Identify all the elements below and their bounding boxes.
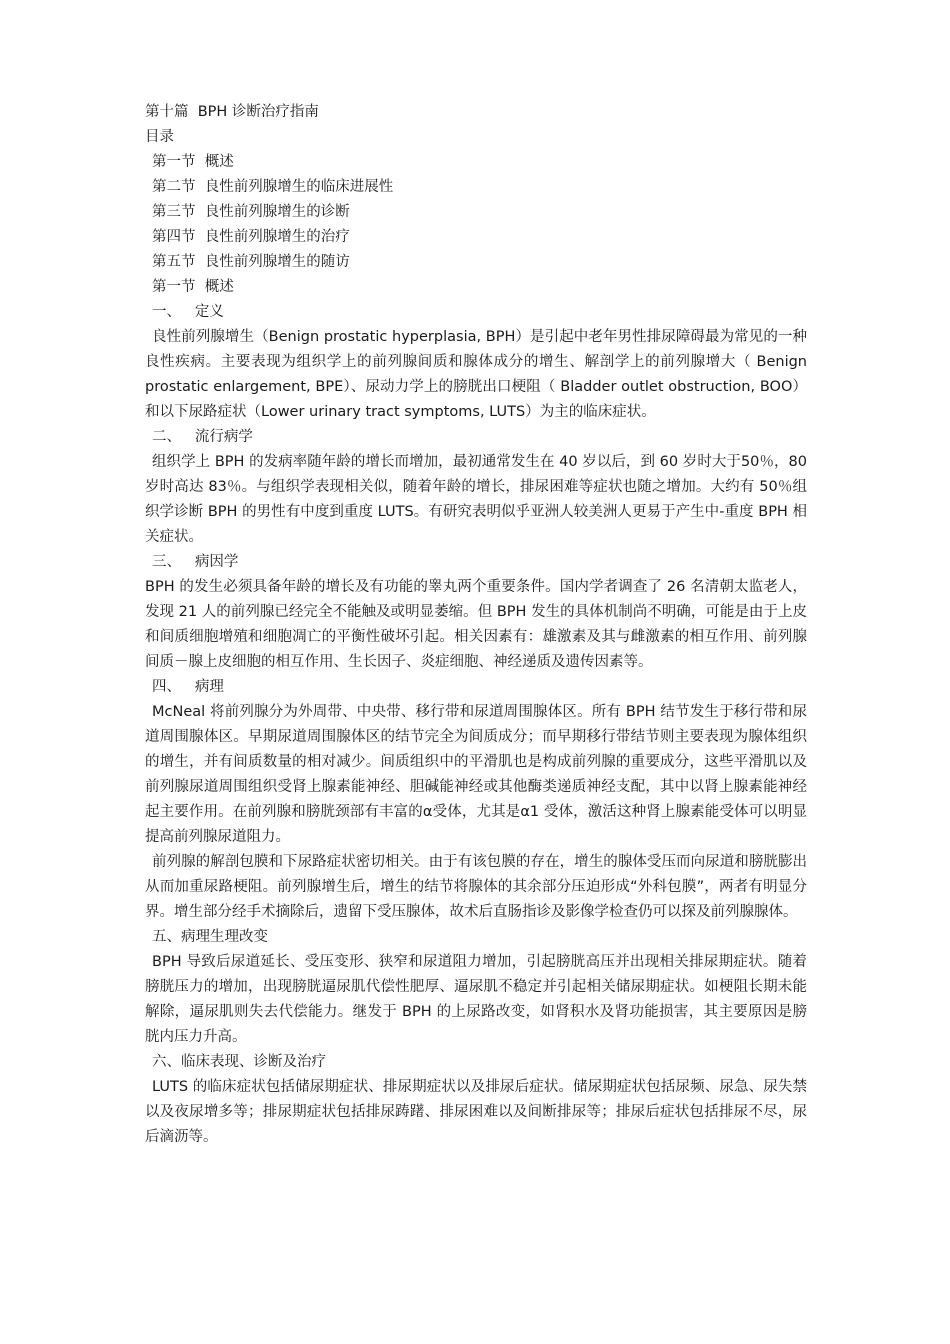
heading-epidemiology: 二、 流行病学 bbox=[152, 429, 253, 445]
document-title: 第十篇 BPH 诊断治疗指南 bbox=[145, 104, 319, 120]
heading-pathology: 四、 病理 bbox=[152, 679, 224, 695]
toc-item: 第四节 良性前列腺增生的治疗 bbox=[152, 229, 350, 245]
paragraph-pathology-2: 前列腺的解剖包膜和下尿路症状密切相关。由于有该包膜的存在，增生的腺体受压而向尿道和膀胱膨出从而加重尿路梗阻。前列腺增生后，增生的结节将腺体的其余部分压迫形成“外科包膜”，两者有明显分界。增生部分经手术摘除后，遗留下受压腺体，故术后直肠指诊及影像学检查仍可以探及前列腺腺体。 bbox=[145, 854, 807, 920]
section-title: 第一节 概述 bbox=[152, 279, 234, 295]
heading-clinical: 六、临床表现、诊断及治疗 bbox=[152, 1054, 326, 1070]
paragraph-pathology-1: McNeal 将前列腺分为外周带、中央带、移行带和尿道周围腺体区。所有 BPH 结节发生于移行带和尿道周围腺体区。早期尿道周围腺体区的结节完全为间质成分；而早期移行带结节则主要表现为腺体组织的增生，并有间质数量的相对减少。间质组织中的平滑肌也是构成前列腺的重要成分，这些平滑肌以及前列腺尿道周围组织受肾上腺素能神经、胆碱能神经或其他酶类递质神经支配，其中以肾上腺素能神经起主要作用。在前列腺和膀胱颈部有丰富的α受体，尤其是α1 受体，激活这种肾上腺素能受体可以明显提高前列腺尿道阻力。 bbox=[145, 704, 807, 845]
heading-pathophysiology: 五、病理生理改变 bbox=[152, 929, 268, 945]
heading-definition: 一、 定义 bbox=[152, 304, 224, 320]
toc-item: 第三节 良性前列腺增生的诊断 bbox=[152, 204, 350, 220]
heading-etiology: 三、 病因学 bbox=[152, 554, 239, 570]
document-page bbox=[145, 100, 807, 1150]
toc-item: 第二节 良性前列腺增生的临床进展性 bbox=[152, 179, 394, 195]
paragraph-epidemiology: 组织学上 BPH 的发病率随年龄的增长而增加，最初通常发生在 40 岁以后，到 60 岁时大于50％，80 岁时高达 83％。与组织学表现相关似，随着年龄的增长，排尿困难等症状也随之增加。大约有 50％组织学诊断 BPH 的男性有中度到重度 LUTS。有研究表明似乎亚洲人较美洲人更易于产生中-重度 BPH 相关症状。 bbox=[145, 454, 807, 545]
toc-item: 第一节 概述 bbox=[152, 154, 234, 170]
toc-item: 第五节 良性前列腺增生的随访 bbox=[152, 254, 350, 270]
toc-label: 目录 bbox=[145, 129, 174, 145]
paragraph-etiology: BPH 的发生必须具备年龄的增长及有功能的睾丸两个重要条件。国内学者调查了 26 名清朝太监老人，发现 21 人的前列腺已经完全不能触及或明显萎缩。但 BPH 发生的具体机制尚不明确，可能是由于上皮和间质细胞增殖和细胞凋亡的平衡性破坏引起。相关因素有：雄激素及其与雌激素的相互作用、前列腺间质－腺上皮细胞的相互作用、生长因子、炎症细胞、神经递质及遗传因素等。 bbox=[145, 579, 807, 670]
paragraph-pathophysiology: BPH 导致后尿道延长、受压变形、狭窄和尿道阻力增加，引起膀胱高压并出现相关排尿期症状。随着膀胱压力的增加，出现膀胱逼尿肌代偿性肥厚、逼尿肌不稳定并引起相关储尿期症状。如梗阻长期未能解除，逼尿肌则失去代偿能力。继发于 BPH 的上尿路改变，如肾积水及肾功能损害，其主要原因是膀胱内压力升高。 bbox=[145, 954, 807, 1045]
paragraph-definition: 良性前列腺增生（Benign prostatic hyperplasia, BPH）是引起中老年男性排尿障碍最为常见的一种良性疾病。主要表现为组织学上的前列腺间质和腺体成分的增生、解剖学上的前列腺增大（ Benign prostatic enlargement, BPE）、尿动力学上的膀胱出口梗阻（ Bladder outlet obstruction, BOO）和以下尿路症状（Lower urinary tract symptoms, LUTS）为主的临床症状。 bbox=[145, 329, 807, 420]
paragraph-clinical: LUTS 的临床症状包括储尿期症状、排尿期症状以及排尿后症状。储尿期症状包括尿频、尿急、尿失禁以及夜尿增多等；排尿期症状包括排尿踌躇、排尿困难以及间断排尿等；排尿后症状包括排尿不尽，尿后滴沥等。 bbox=[145, 1079, 807, 1145]
